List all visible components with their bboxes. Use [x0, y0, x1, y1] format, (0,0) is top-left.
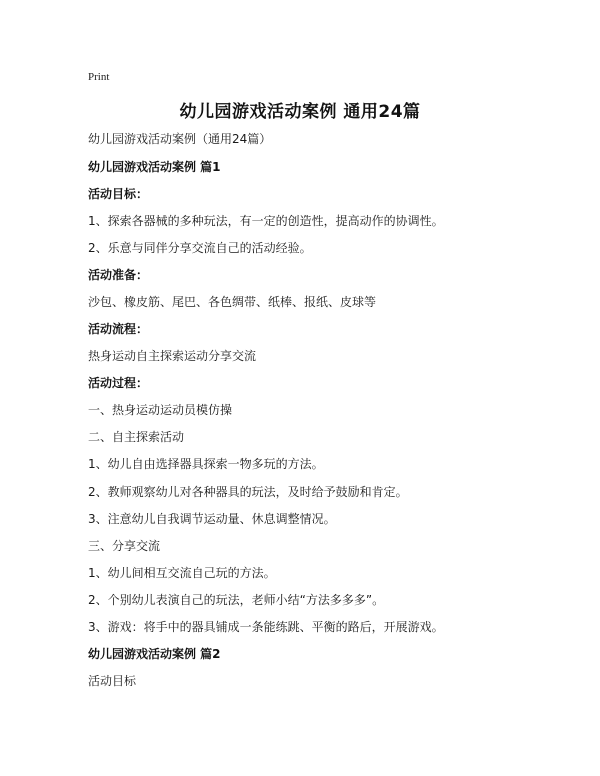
preparation-text: 沙包、橡皮筋、尾巴、各色绸带、纸棒、报纸、皮球等	[88, 295, 377, 309]
section-heading-2: 幼儿园游戏活动案例 篇2	[88, 647, 221, 661]
process-item-1: 1、幼儿自由选择器具探索一物多玩的方法。	[88, 457, 324, 471]
flow-text: 热身运动自主探索运动分享交流	[88, 349, 257, 363]
heading-activity-goals-2: 活动目标	[88, 674, 137, 688]
goal-item-2: 2、乐意与同伴分享交流自己的活动经验。	[88, 241, 312, 255]
process-step-1: 一、热身运动运动员模仿操	[88, 403, 233, 417]
share-item-3: 3、游戏：将手中的器具铺成一条能练跳、平衡的路后，开展游戏。	[88, 620, 444, 634]
process-item-3: 3、注意幼儿自我调节运动量、休息调整情况。	[88, 512, 336, 526]
print-label: Print	[88, 71, 110, 83]
process-step-2: 二、自主探索活动	[88, 430, 185, 444]
heading-flow: 活动流程：	[88, 322, 149, 336]
section-heading-1: 幼儿园游戏活动案例 篇1	[88, 160, 221, 174]
heading-process: 活动过程：	[88, 376, 149, 390]
share-item-2: 2、个别幼儿表演自己的玩法，老师小结“方法多多多”。	[88, 593, 385, 607]
process-step-3: 三、分享交流	[88, 539, 161, 553]
document-title: 幼儿园游戏活动案例 通用24篇	[179, 102, 421, 122]
share-item-1: 1、幼儿间相互交流自己玩的方法。	[88, 566, 276, 580]
doc-subtitle: 幼儿园游戏活动案例（通用24篇）	[88, 132, 272, 146]
goal-item-1: 1、探索各器械的多种玩法，有一定的创造性，提高动作的协调性。	[88, 214, 444, 228]
heading-preparation: 活动准备：	[88, 268, 149, 282]
process-item-2: 2、教师观察幼儿对各种器具的玩法，及时给予鼓励和肯定。	[88, 485, 408, 499]
heading-activity-goals: 活动目标：	[88, 187, 149, 201]
